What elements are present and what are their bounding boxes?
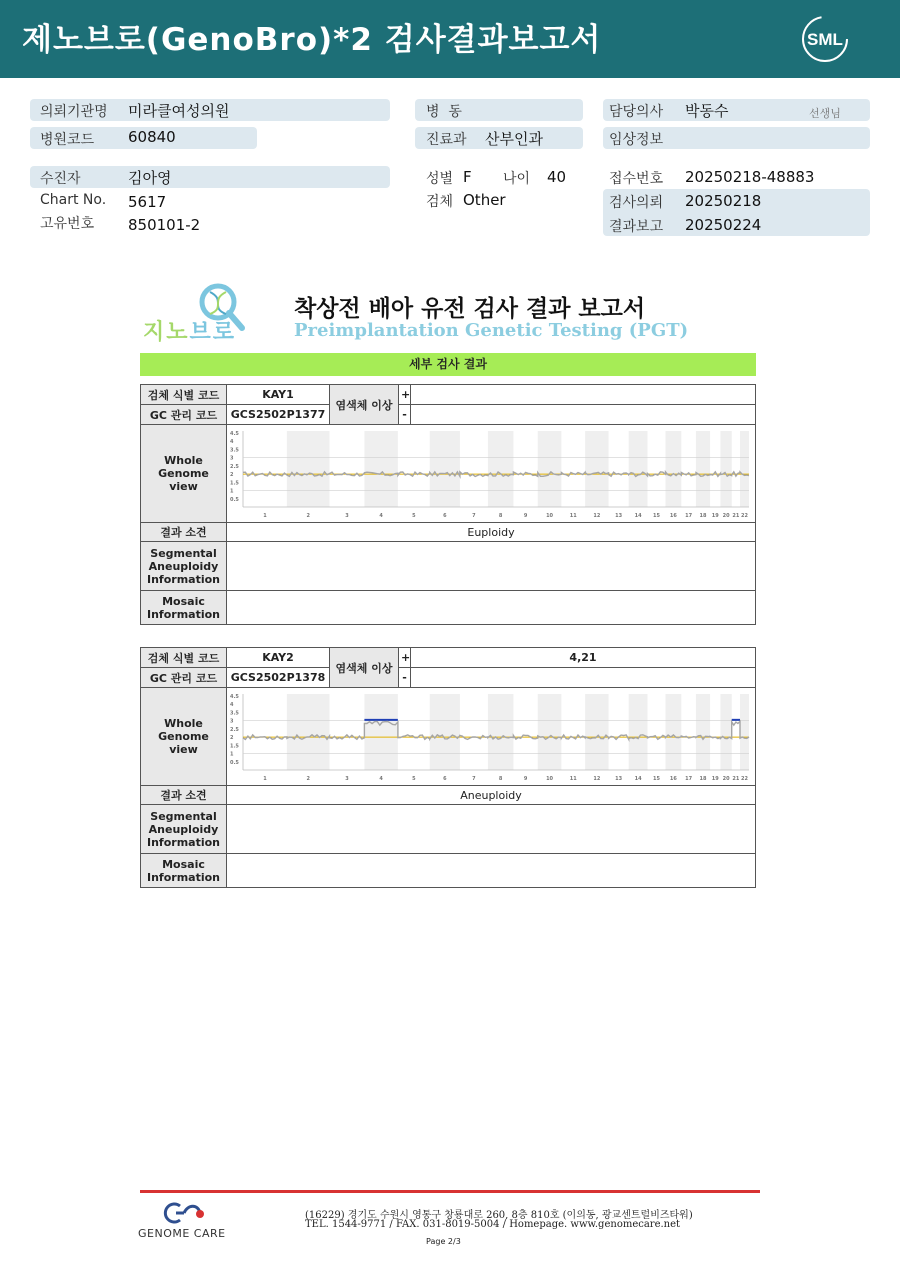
specimen-code-header: 검체 식별 코드 bbox=[141, 648, 227, 668]
chart-value: 5617 bbox=[128, 193, 167, 211]
chart-label: Chart No. bbox=[40, 192, 107, 208]
y-tick-label: 4 bbox=[230, 439, 234, 446]
department-value: 산부인과 bbox=[485, 130, 543, 148]
page-number: Page 2/3 bbox=[426, 1237, 461, 1246]
gc-code-value: GCS2502P1378 bbox=[227, 668, 330, 688]
mosaic-value bbox=[227, 591, 756, 625]
x-tick-label: 2 bbox=[306, 513, 310, 519]
chromosome-band bbox=[585, 431, 608, 507]
x-tick-label: 13 bbox=[615, 513, 623, 519]
chromosome-band bbox=[287, 431, 330, 507]
age-value: 40 bbox=[547, 168, 567, 186]
genome-care-logo-icon bbox=[160, 1200, 206, 1230]
chrom-abn-header: 염색체 이상 bbox=[330, 385, 399, 425]
y-tick-label: 1 bbox=[230, 751, 234, 758]
department-label: 진료과 bbox=[426, 132, 467, 148]
x-tick-label: 22 bbox=[741, 776, 748, 782]
x-tick-label: 12 bbox=[593, 513, 601, 519]
chromosome-band bbox=[488, 694, 514, 770]
y-tick-label: 3 bbox=[230, 718, 234, 725]
request-label: 검사의뢰 bbox=[609, 195, 664, 211]
x-tick-label: 18 bbox=[699, 776, 707, 782]
chromosome-band bbox=[696, 431, 710, 507]
mosaic-value bbox=[227, 854, 756, 888]
wgv-cell bbox=[227, 425, 756, 523]
institution-value: 미라클여성의원 bbox=[128, 102, 230, 120]
doctor-suffix: 선생님 bbox=[809, 107, 841, 120]
y-tick-label: 3 bbox=[230, 455, 234, 462]
x-tick-label: 11 bbox=[569, 513, 577, 519]
x-tick-label: 5 bbox=[412, 776, 416, 782]
x-tick-label: 8 bbox=[498, 513, 503, 519]
plus-sign: + bbox=[399, 648, 411, 668]
genome-plot-svg bbox=[227, 688, 755, 784]
footer-address: (16229) 경기도 수원시 영통구 창룡대로 260, 8층 810호 (이의동, 광교센트럴비즈타워) bbox=[305, 1210, 693, 1221]
x-tick-label: 10 bbox=[546, 776, 554, 782]
mosaic-header: Mosaic Information bbox=[141, 591, 227, 625]
x-tick-label: 14 bbox=[634, 776, 642, 782]
ward-label: 병 동 bbox=[426, 104, 462, 120]
x-tick-label: 22 bbox=[741, 513, 748, 519]
result-table bbox=[140, 647, 756, 888]
report-title: 착상전 배아 유전 검사 결과 보고서 bbox=[294, 296, 646, 322]
x-tick-label: 10 bbox=[546, 513, 554, 519]
plus-value bbox=[411, 385, 756, 405]
minus-value bbox=[411, 668, 756, 688]
footer-contact: TEL. 1544-9771 / FAX. 031-8019-5004 / Homepage. www.genomecare.net bbox=[305, 1219, 681, 1230]
y-tick-label: 2 bbox=[230, 472, 234, 479]
segmental-value bbox=[227, 805, 756, 854]
chromosome-band bbox=[665, 431, 681, 507]
x-tick-label: 2 bbox=[306, 776, 310, 782]
chromosome-band bbox=[287, 694, 330, 770]
sml-logo bbox=[800, 14, 850, 64]
chromosome-band bbox=[430, 431, 460, 507]
x-tick-label: 1 bbox=[263, 513, 267, 519]
y-tick-label: 0.5 bbox=[230, 759, 239, 766]
genome-plot-svg bbox=[227, 425, 755, 521]
specimen-code-value: KAY2 bbox=[227, 648, 330, 668]
doctor-label: 담당의사 bbox=[609, 104, 664, 120]
section-header: 세부 검사 결과 bbox=[140, 353, 756, 376]
plus-value: 4,21 bbox=[411, 648, 756, 668]
report-label: 결과보고 bbox=[609, 219, 664, 235]
finding-value: Aneuploidy bbox=[227, 786, 756, 805]
whole-genome-plot bbox=[227, 425, 755, 522]
x-tick-label: 19 bbox=[711, 513, 719, 519]
x-tick-label: 13 bbox=[615, 776, 623, 782]
chromosome-band bbox=[538, 694, 562, 770]
x-tick-label: 5 bbox=[412, 513, 416, 519]
genobro-logo-text: 지노브로 bbox=[143, 320, 237, 345]
finding-header: 결과 소견 bbox=[141, 786, 227, 805]
x-tick-label: 16 bbox=[669, 776, 677, 782]
request-value: 20250218 bbox=[685, 192, 762, 210]
x-tick-label: 21 bbox=[732, 513, 740, 519]
chromosome-band bbox=[629, 431, 648, 507]
y-tick-label: 1.5 bbox=[230, 480, 239, 487]
x-tick-label: 20 bbox=[722, 776, 730, 782]
wgv-header: Whole Genome view bbox=[141, 688, 227, 786]
minus-sign: - bbox=[399, 405, 411, 425]
x-tick-label: 4 bbox=[379, 776, 383, 782]
report-value: 20250224 bbox=[685, 216, 762, 234]
x-tick-label: 9 bbox=[523, 513, 528, 519]
minus-value bbox=[411, 405, 756, 425]
sml-logo-text: SML bbox=[807, 30, 843, 49]
chromosome-band bbox=[629, 694, 648, 770]
y-tick-label: 4 bbox=[230, 702, 234, 709]
x-tick-label: 1 bbox=[263, 776, 267, 782]
gc-code-header: GC 관리 코드 bbox=[141, 405, 227, 425]
x-tick-label: 7 bbox=[472, 776, 476, 782]
institution-label: 의뢰기관명 bbox=[40, 104, 108, 120]
y-tick-label: 3.5 bbox=[230, 710, 239, 717]
x-tick-label: 14 bbox=[634, 513, 642, 519]
x-tick-label: 19 bbox=[711, 776, 719, 782]
x-tick-label: 7 bbox=[472, 513, 476, 519]
x-tick-label: 3 bbox=[345, 776, 349, 782]
wgv-header: Whole Genome view bbox=[141, 425, 227, 523]
specimen-code-value: KAY1 bbox=[227, 385, 330, 405]
hospital-code-value: 60840 bbox=[128, 128, 176, 146]
gc-code-header: GC 관리 코드 bbox=[141, 668, 227, 688]
y-tick-label: 4.5 bbox=[230, 431, 239, 437]
footer-brand: GENOME CARE bbox=[138, 1227, 226, 1240]
mosaic-header: Mosaic Information bbox=[141, 854, 227, 888]
patient-value: 김아영 bbox=[128, 169, 172, 187]
chromosome-band bbox=[720, 694, 731, 770]
finding-value: Euploidy bbox=[227, 523, 756, 542]
x-tick-label: 15 bbox=[653, 513, 660, 519]
chrom-abn-header: 염색체 이상 bbox=[330, 648, 399, 688]
id-label: 고유번호 bbox=[40, 216, 95, 232]
x-tick-label: 18 bbox=[699, 513, 707, 519]
x-tick-label: 15 bbox=[653, 776, 660, 782]
specimen-code-header: 검체 식별 코드 bbox=[141, 385, 227, 405]
x-tick-label: 12 bbox=[593, 776, 601, 782]
segmental-header: Segmental Aneuploidy Information bbox=[141, 542, 227, 591]
chromosome-band bbox=[488, 431, 514, 507]
patient-label: 수진자 bbox=[40, 171, 81, 187]
finding-header: 결과 소견 bbox=[141, 523, 227, 542]
y-tick-label: 2.5 bbox=[230, 726, 239, 733]
x-tick-label: 17 bbox=[685, 513, 693, 519]
y-tick-label: 1 bbox=[230, 488, 234, 495]
result-table bbox=[140, 384, 756, 625]
chromosome-band bbox=[740, 431, 749, 507]
y-tick-label: 2 bbox=[230, 735, 234, 742]
y-tick-label: 4.5 bbox=[230, 694, 239, 700]
x-tick-label: 11 bbox=[569, 776, 577, 782]
age-label: 나이 bbox=[503, 171, 531, 187]
hospital-code-label: 병원코드 bbox=[40, 132, 95, 148]
report-subtitle: Preimplantation Genetic Testing (PGT) bbox=[294, 320, 689, 341]
footer-divider bbox=[140, 1190, 760, 1193]
chromosome-band bbox=[585, 694, 608, 770]
sex-label: 성별 bbox=[426, 171, 454, 187]
chromosome-band bbox=[720, 431, 731, 507]
doctor-value: 박동수 bbox=[685, 102, 729, 120]
chromosome-band bbox=[364, 431, 397, 507]
x-tick-label: 6 bbox=[443, 513, 447, 519]
y-tick-label: 1.5 bbox=[230, 743, 239, 750]
specimen-label: 검체 bbox=[426, 194, 454, 210]
gc-code-value: GCS2502P1377 bbox=[227, 405, 330, 425]
chromosome-band bbox=[364, 694, 397, 770]
segmental-value bbox=[227, 542, 756, 591]
sex-value: F bbox=[463, 168, 472, 186]
x-tick-label: 20 bbox=[722, 513, 730, 519]
patient-row-bg bbox=[30, 166, 390, 188]
y-tick-label: 3.5 bbox=[230, 447, 239, 454]
specimen-value: Other bbox=[463, 191, 506, 209]
page-title: 제노브로(GenoBro)*2 검사결과보고서 bbox=[22, 22, 602, 58]
x-tick-label: 3 bbox=[345, 513, 349, 519]
chromosome-band bbox=[538, 431, 562, 507]
whole-genome-plot bbox=[227, 688, 755, 785]
chromosome-band bbox=[665, 694, 681, 770]
segmental-header: Segmental Aneuploidy Information bbox=[141, 805, 227, 854]
y-tick-label: 2.5 bbox=[230, 463, 239, 470]
x-tick-label: 8 bbox=[498, 776, 503, 782]
x-tick-label: 21 bbox=[732, 776, 740, 782]
chromosome-band bbox=[696, 694, 710, 770]
x-tick-label: 16 bbox=[669, 513, 677, 519]
chromosome-band bbox=[740, 694, 749, 770]
wgv-cell bbox=[227, 688, 756, 786]
x-tick-label: 4 bbox=[379, 513, 383, 519]
x-tick-label: 17 bbox=[685, 776, 693, 782]
y-tick-label: 0.5 bbox=[230, 496, 239, 503]
x-tick-label: 9 bbox=[523, 776, 528, 782]
x-tick-label: 6 bbox=[443, 776, 447, 782]
clinical-label: 임상정보 bbox=[609, 132, 664, 148]
id-value: 850101-2 bbox=[128, 216, 201, 234]
receipt-value: 20250218-48883 bbox=[685, 168, 815, 186]
receipt-label: 접수번호 bbox=[609, 171, 664, 187]
minus-sign: - bbox=[399, 668, 411, 688]
plus-sign: + bbox=[399, 385, 411, 405]
chromosome-band bbox=[430, 694, 460, 770]
